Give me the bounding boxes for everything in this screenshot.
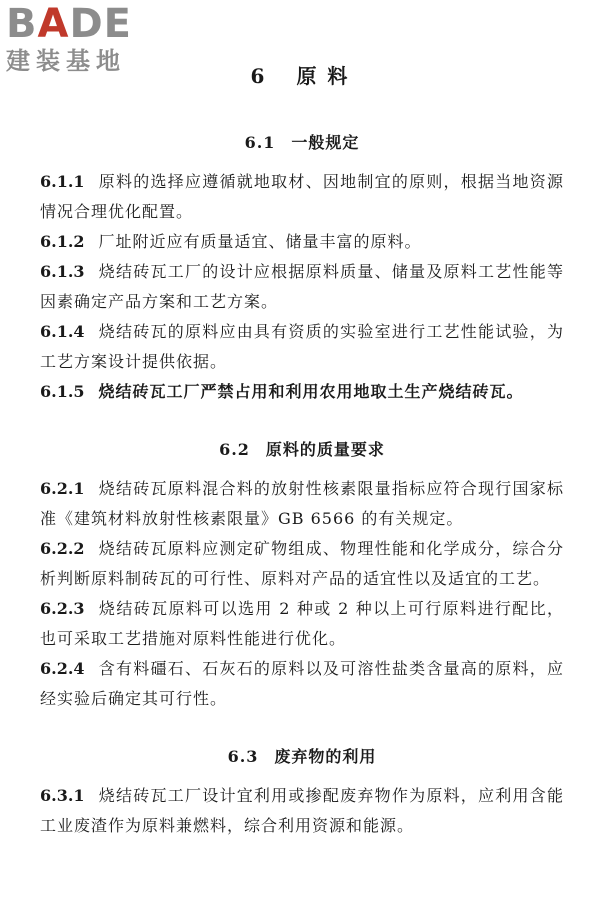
- document-body: [40, 100, 564, 841]
- clause-number: 6.1.2: [40, 232, 85, 251]
- section-title: [40, 130, 564, 153]
- clause-number: 6.2.4: [40, 659, 85, 678]
- clause-text: 原料的选择应遵循就地取材、因地制宜的原则，根据当地资源情况合理优化配置。: [40, 172, 564, 221]
- clause: [40, 781, 564, 841]
- clause: [40, 594, 564, 654]
- clause: [40, 534, 564, 594]
- chapter-heading: [0, 60, 600, 89]
- clause-number: 6.2.2: [40, 539, 85, 558]
- clause-text: 烧结砖瓦工厂的设计应根据原料质量、储量及原料工艺性能等因素确定产品方案和工艺方案。: [40, 262, 564, 311]
- chapter-number: 6: [250, 64, 267, 88]
- clause-text: 含有料礓石、石灰石的原料以及可溶性盐类含量高的原料，应经实验后确定其可行性。: [40, 659, 564, 708]
- clause: [40, 654, 564, 714]
- clause: [40, 474, 564, 534]
- clause-number: 6.3.1: [40, 786, 85, 805]
- clause: [40, 227, 564, 257]
- clause-number: 6.1.1: [40, 172, 85, 191]
- clause-text: 烧结砖瓦工厂设计宜利用或掺配废弃物作为原料，应利用含能工业废渣作为原料兼燃料，综合利用资源和能源。: [40, 786, 564, 835]
- clause-number: 6.1.3: [40, 262, 85, 281]
- clause: [40, 257, 564, 317]
- clause-text: 烧结砖瓦原料应测定矿物组成、物理性能和化学成分，综合分析判断原料制砖瓦的可行性、原料对产品的适宜性以及适宜的工艺。: [40, 539, 564, 588]
- logo-subtitle: 建装基地: [6, 47, 126, 75]
- section-title: [40, 744, 564, 767]
- section-title-text: 原料的质量要求: [265, 440, 385, 459]
- clause-text: 烧结砖瓦工厂严禁占用和利用农用地取土生产烧结砖瓦。: [98, 382, 524, 401]
- clause-number: 6.1.5: [40, 382, 85, 401]
- section-title-text: 废弃物的利用: [274, 747, 377, 766]
- logo-wordmark: BADE: [6, 1, 132, 47]
- clause-text: 厂址附近应有质量适宜、储量丰富的原料。: [98, 232, 422, 251]
- clause-number: 6.2.3: [40, 599, 85, 618]
- section-number: 6.3: [227, 747, 259, 766]
- section-number: 6.2: [219, 440, 250, 459]
- clause-text: 烧结砖瓦原料可以选用 2 种或 2 种以上可行原料进行配比，也可采取工艺措施对原料性能进行优化。: [40, 599, 564, 648]
- clause-text: 烧结砖瓦原料混合料的放射性核素限量指标应符合现行国家标准《建筑材料放射性核素限量》GB 6566 的有关规定。: [40, 479, 564, 528]
- clause: [40, 167, 564, 227]
- clause-text: 烧结砖瓦的原料应由具有资质的实验室进行工艺性能试验，为工艺方案设计提供依据。: [40, 322, 564, 371]
- clause: [40, 377, 564, 407]
- chapter-title: 原 料: [296, 64, 350, 88]
- section-title: [40, 437, 564, 460]
- section-number: 6.1: [244, 133, 276, 152]
- clause: [40, 317, 564, 377]
- clause-number: 6.2.1: [40, 479, 85, 498]
- clause-number: 6.1.4: [40, 322, 85, 341]
- section-title-text: 一般规定: [291, 133, 360, 152]
